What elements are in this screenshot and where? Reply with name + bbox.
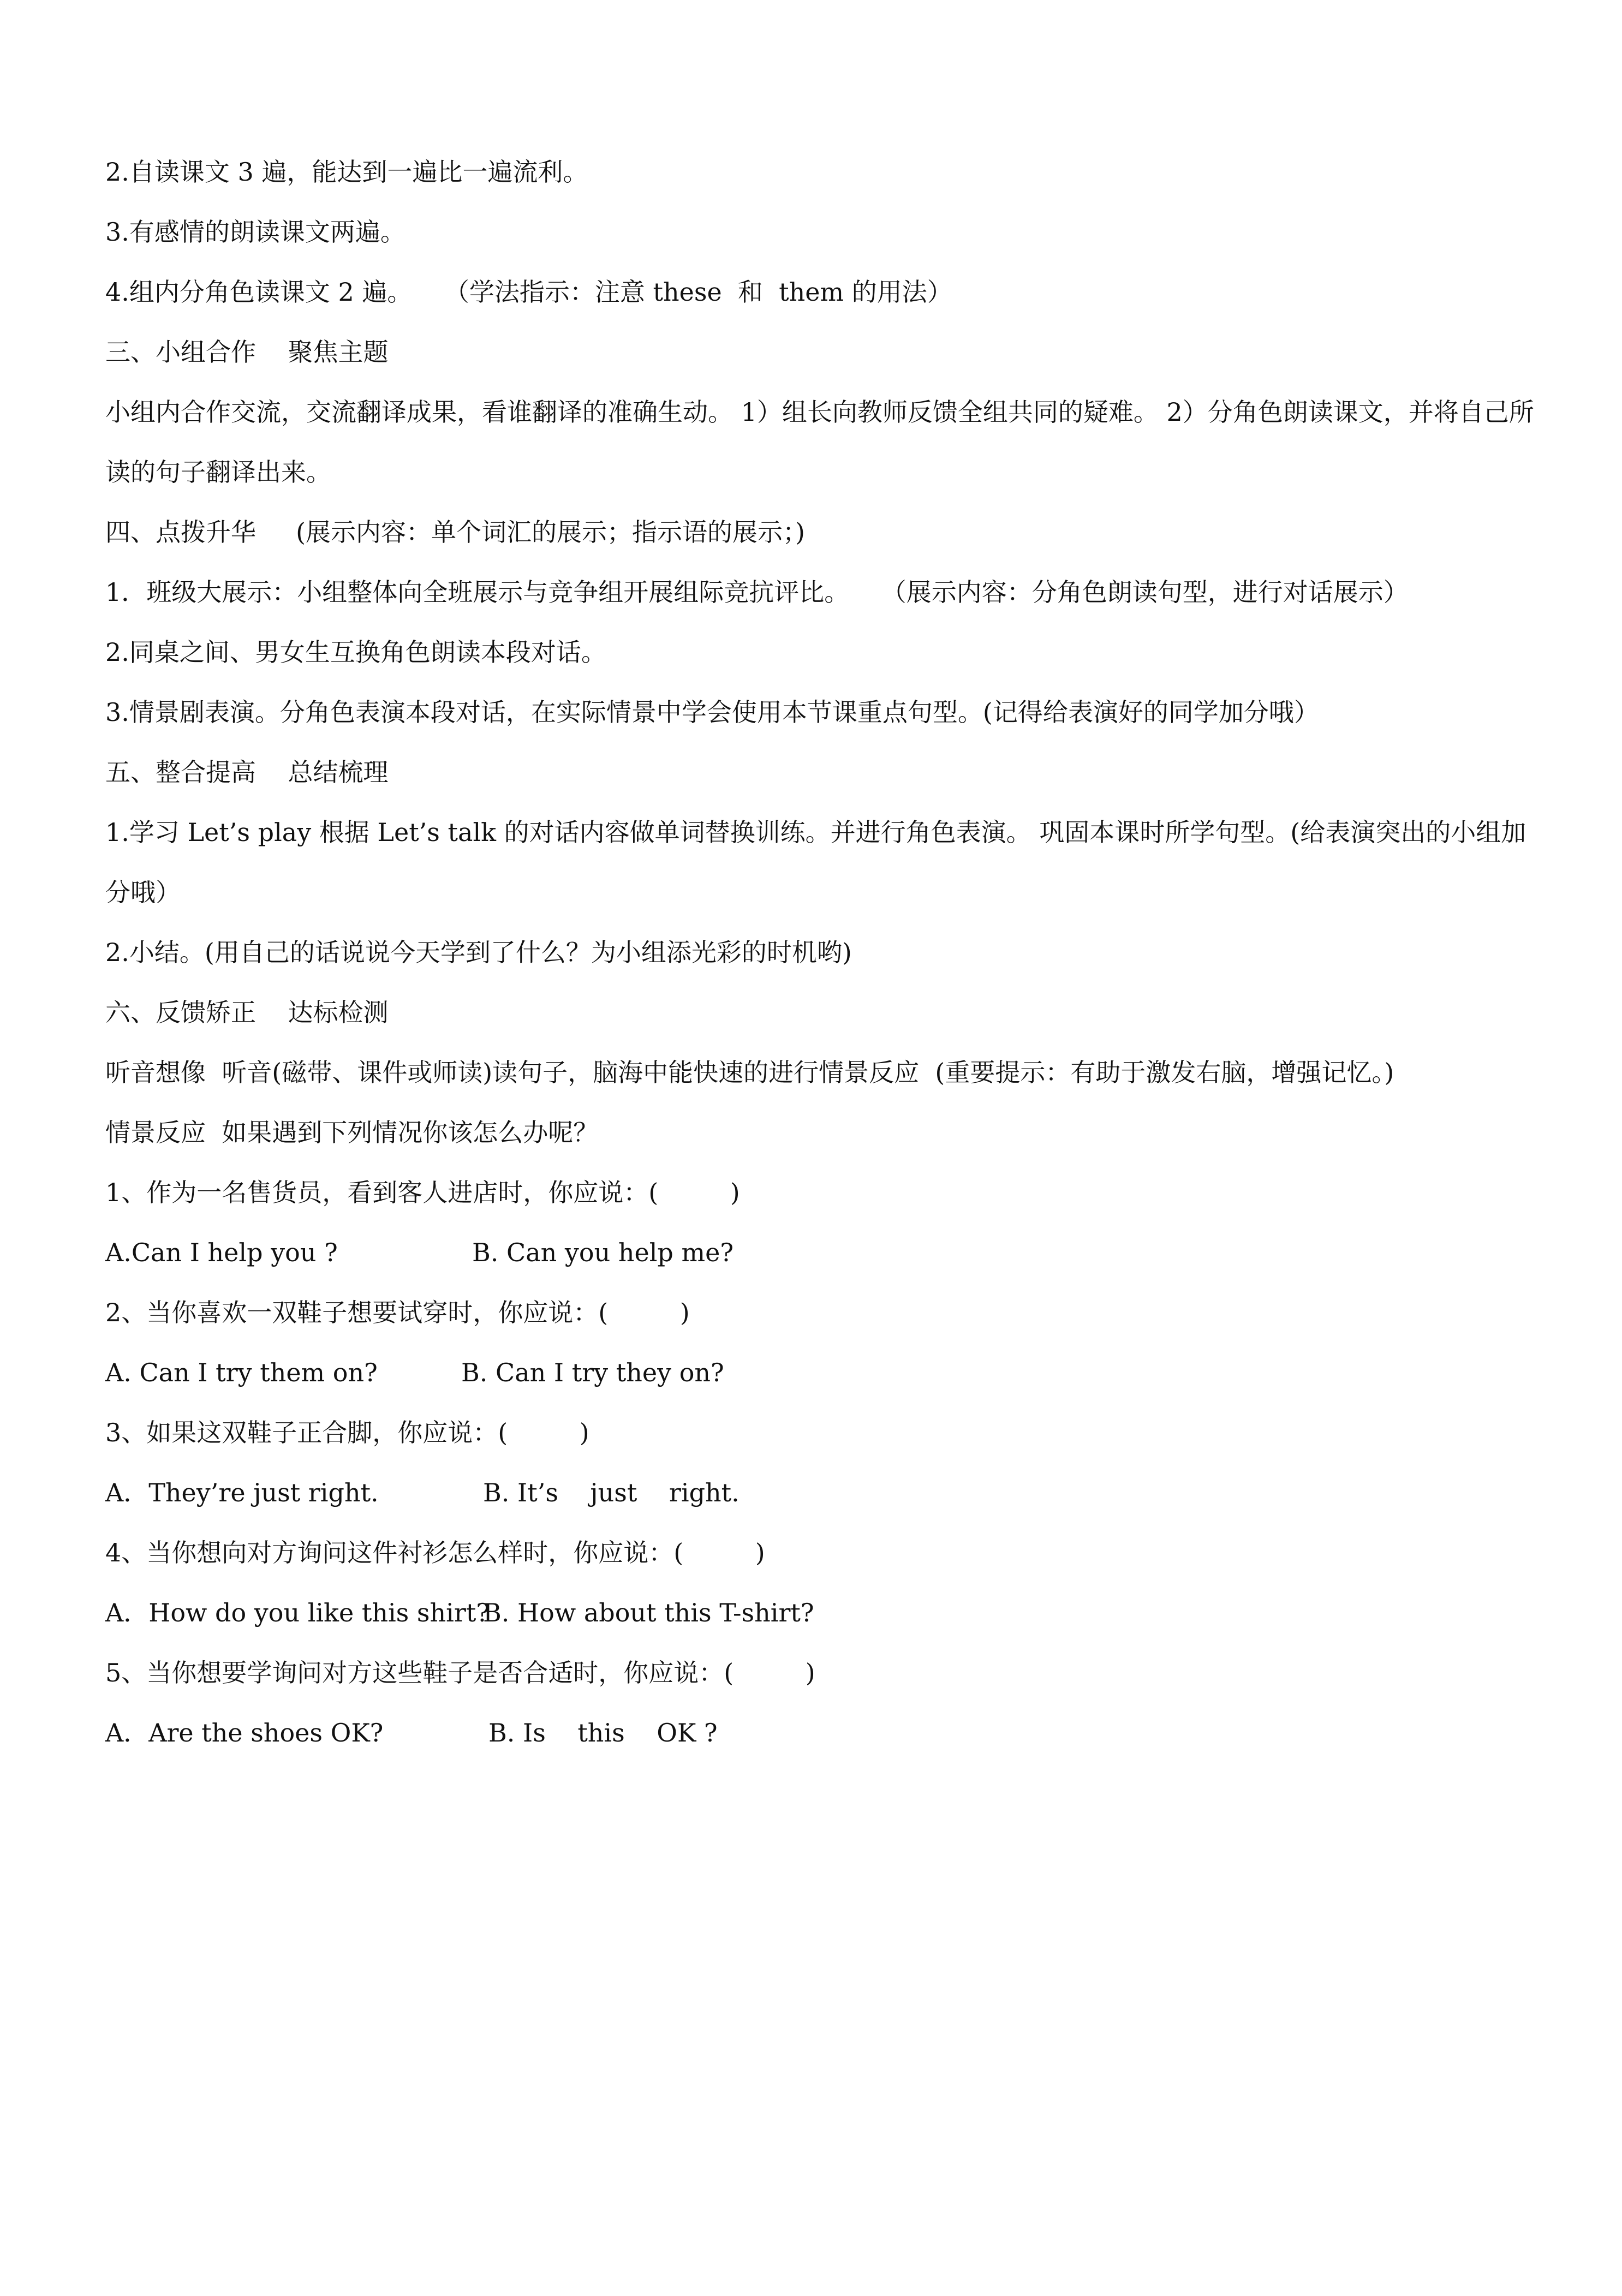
section-6-situation-intro: 情景反应 如果遇到下列情况你该怎么办呢？: [105, 1118, 599, 1147]
section-4-item-3: 3.情景剧表演。分角色表演本段对话，在实际情景中学会使用本节课重点句型。(记得给表演好的同学加分哦）: [105, 697, 1319, 727]
section-4-item-1: 1．班级大展示：小组整体向全班展示与竞争组开展组际竞抗评比。 （展示内容：分角色朗读句型，进行对话展示）: [105, 577, 1409, 607]
question-2: 2、当你喜欢一双鞋子想要试穿时，你应说：( ): [105, 1298, 690, 1327]
question-4-option-b: B. How about this T-shirt?: [483, 1598, 814, 1627]
step-4-role-read: 4.组内分角色读课文 2 遍。 （学法指示：注意 these 和 them 的用法）: [105, 277, 952, 307]
section-4-heading: 四、点拨升华 (展示内容：单个词汇的展示；指示语的展示；): [105, 517, 806, 547]
question-5-option-a: A．Are the shoes OK?: [105, 1718, 384, 1748]
section-6-heading: 六、反馈矫正 达标检测: [105, 998, 389, 1027]
question-5-option-b: B. Is this OK ?: [488, 1718, 718, 1748]
question-1: 1、作为一名售货员，看到客人进店时，你应说：( ): [105, 1178, 740, 1207]
question-4: 4、当你想向对方询问这件衬衫怎么样时，你应说：( ): [105, 1538, 765, 1567]
section-4-item-2: 2.同桌之间、男女生互换角色朗读本段对话。: [105, 637, 606, 667]
step-3-read-aloud: 3.有感情的朗读课文两遍。: [105, 217, 406, 247]
question-3: 3、如果这双鞋子正合脚，你应说：( ): [105, 1418, 589, 1447]
question-3-option-a: A．They’re just right.: [105, 1478, 379, 1507]
section-6-listening: 听音想像 听音(磁带、课件或师读)读句子，脑海中能快速的进行情景反应 (重要提示：有助于激发右脑，增强记忆。): [105, 1058, 1394, 1087]
section-5-item-1: 1.学习 Let’s play 根据 Let’s talk 的对话内容做单词替换训练。并进行角色表演。 巩固本课时所学句型。(给表演突出的小组加分哦）: [105, 818, 1526, 907]
question-3-option-b: B. It’s just right.: [483, 1478, 740, 1507]
question-5: 5、当你想要学询问对方这些鞋子是否合适时，你应说：( ): [105, 1658, 815, 1687]
question-1-option-a: A.Can I help you ?: [105, 1238, 338, 1267]
question-2-option-a: A. Can I try them on?: [105, 1358, 378, 1387]
question-2-option-b: B. Can I try they on?: [461, 1358, 724, 1387]
question-1-option-b: B. Can you help me?: [472, 1238, 734, 1267]
question-4-option-a: A．How do you like this shirt?: [105, 1598, 490, 1627]
section-3-heading: 三、小组合作 聚焦主题: [105, 337, 389, 367]
section-3-body: 小组内合作交流，交流翻译成果，看谁翻译的准确生动。 1）组长向教师反馈全组共同的疑难。 2）分角色朗读课文，并将自己所读的句子翻译出来。: [105, 397, 1534, 487]
section-5-item-2: 2.小结。(用自己的话说说今天学到了什么？为小组添光彩的时机哟): [105, 938, 852, 967]
section-5-heading: 五、整合提高 总结梳理: [105, 758, 389, 787]
step-2-self-read: 2.自读课文 3 遍，能达到一遍比一遍流利。: [105, 157, 588, 187]
